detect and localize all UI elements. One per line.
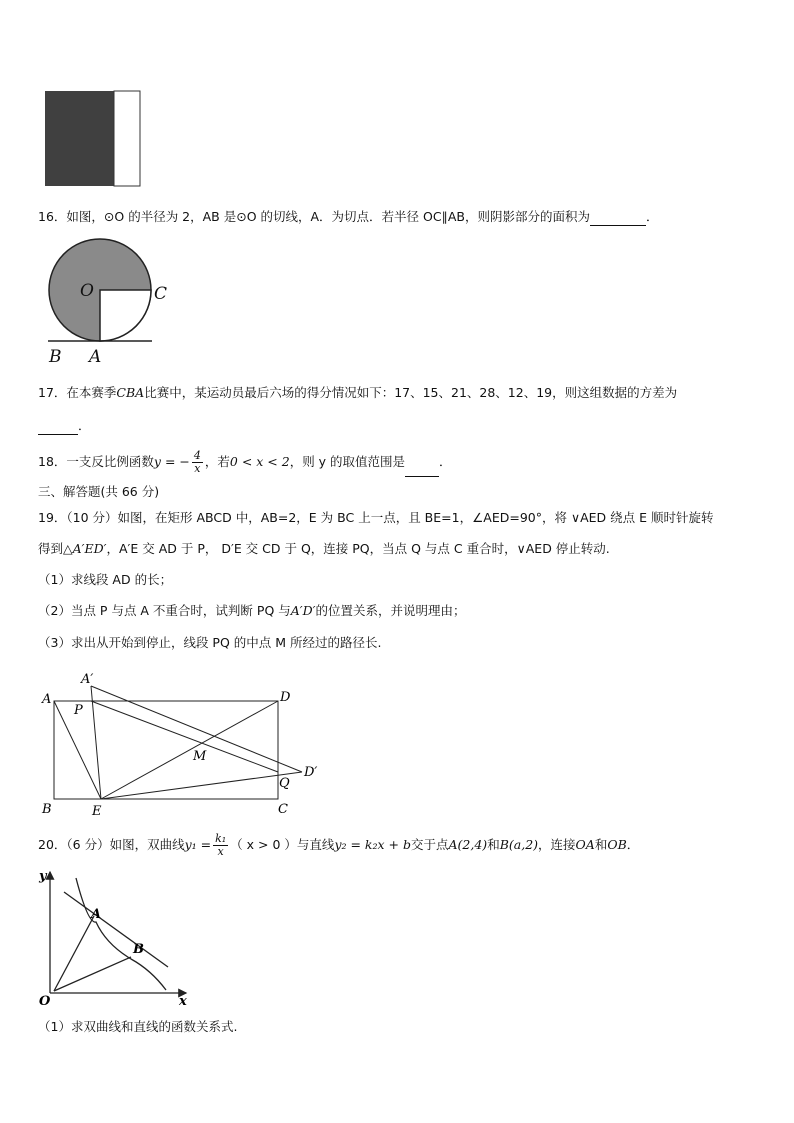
label-e: E (92, 804, 102, 818)
label-q: Q (279, 776, 290, 791)
label-o: O (80, 281, 94, 301)
segment-oa-line (54, 916, 94, 991)
label-c: C (154, 284, 168, 304)
label-a: A (89, 347, 102, 367)
segment-a-prime-d-prime: A′D′ (290, 603, 316, 618)
question-19-sub-3: （3）求出从开始到停止，线段 PQ 的中点 M 所经过的路径长. (38, 635, 382, 650)
label-x: x (179, 994, 187, 1009)
circle-figure (40, 232, 180, 368)
unshaded-sector (100, 290, 151, 341)
question-17-text-b: 比赛中，某运动员最后六场的得分情况如下：17、15、21、28、12、19，则这组数据的方差为 (144, 385, 678, 400)
question-17-answer-line (38, 416, 91, 435)
fraction-k1-over-x (213, 833, 228, 858)
question-19-line-2 (38, 540, 610, 558)
question-19-line-2-a: 得到△ (38, 541, 73, 556)
question-19-line-2-b: ，A′E 交 AD 于 P， D′E 交 CD 于 Q，连接 PQ，当点 Q 与点 C 重合时，∨AED 停止转动. (106, 541, 610, 556)
question-20-text-c: 交于点 (411, 837, 449, 852)
question-19-sub-2-b: 的位置关系，并说明理由； (315, 603, 466, 618)
top-figure (40, 86, 150, 192)
hyperbola-curve (76, 878, 166, 990)
label-p: P (74, 703, 83, 718)
segment-ob-line (54, 957, 131, 991)
fraction-denominator: x (194, 462, 201, 475)
question-16 (38, 207, 659, 226)
point-a: A(2,4) (448, 837, 488, 852)
question-20 (38, 830, 639, 860)
question-18-text-b: ，若 (204, 454, 230, 469)
label-y: y (39, 869, 47, 884)
and-word: 和 (487, 837, 500, 852)
question-18 (38, 446, 452, 477)
condition-range: 0 < x < 2 (229, 454, 290, 469)
question-18-end: ． (439, 454, 452, 469)
question-16-end: ． (645, 209, 659, 224)
question-20-text-a: 20．（6 分）如图，双曲线 (38, 837, 185, 852)
domain-condition: （ x > 0 ） (230, 837, 297, 852)
segment-ob: OB (607, 837, 627, 852)
question-20-sub-1: （1）求双曲线和直线的函数关系式. (38, 1019, 238, 1034)
label-b: B (133, 942, 144, 957)
rectangle-figure (36, 668, 326, 818)
question-19-sub-2-a: （2）当点 P 与点 A 不重合时，试判断 PQ 与 (38, 603, 291, 618)
hyperbola-figure (36, 864, 196, 1009)
question-19-sub-1: （1）求线段 AD 的长； (38, 572, 173, 587)
segment-ed (101, 701, 278, 799)
fraction-4-over-x (192, 450, 203, 475)
question-20-end: ． (626, 837, 640, 852)
question-17 (38, 384, 677, 402)
label-a: A (91, 907, 102, 922)
function-expression: y = − (153, 454, 190, 469)
answer-blank-17 (38, 416, 78, 435)
line-expression: y₂ = k₂x + b (334, 837, 411, 852)
rectangle-abcd (54, 701, 278, 799)
fraction-denominator: x (217, 845, 224, 858)
question-16-text: 16．如图，⊙O 的半径为 2，AB 是⊙O 的切线，A．为切点．若半径 OC∥AB，则阴影部分的面积为 (38, 209, 590, 224)
question-18-text-a: 18．一支反比例函数 (38, 454, 154, 469)
segment-oa: OA (575, 837, 595, 852)
dark-rectangle (45, 91, 114, 186)
answer-blank-18 (405, 446, 439, 477)
question-19-sub-2 (38, 602, 466, 620)
answer-blank-16 (590, 207, 646, 226)
label-a: A (42, 692, 52, 707)
label-m: M (193, 749, 207, 764)
label-b: B (42, 802, 52, 817)
fraction-numerator: k₁ (215, 832, 227, 845)
segment-pq (91, 701, 278, 772)
question-19-line-1: 19．（10 分）如图，在矩形 ABCD 中，AB=2，E 为 BC 上一点，且 BE=1，∠AED=90°，将 ∨AED 绕点 E 顺时针旋转 (38, 510, 714, 525)
segment-e-d-prime (101, 772, 302, 799)
question-18-text-c: ，则 y 的取值范围是 (289, 454, 406, 469)
label-c: C (278, 802, 288, 817)
label-d: D (280, 690, 291, 705)
label-d-prime: D′ (304, 765, 318, 780)
hyperbola-lhs: y₁ = (184, 837, 212, 852)
question-20-text-b: 与直线 (296, 837, 335, 852)
question-17-end: ． (78, 418, 91, 433)
cba-term: CBA (116, 385, 145, 400)
straight-line-ab (64, 892, 168, 967)
question-20-text-d: ，连接 (538, 837, 576, 852)
rotated-triangle: A′ED′ (72, 541, 107, 556)
label-o: O (39, 994, 51, 1009)
fraction-numerator: 4 (193, 449, 201, 462)
question-17-text-a: 17．在本赛季 (38, 385, 117, 400)
label-b: B (49, 347, 62, 367)
label-a-prime: A′ (81, 672, 94, 687)
section-heading: 三、解答题(共 66 分) (38, 484, 160, 499)
and-word-2: 和 (594, 837, 608, 852)
point-b: B(a,2) (499, 837, 539, 852)
light-rectangle (114, 91, 140, 186)
